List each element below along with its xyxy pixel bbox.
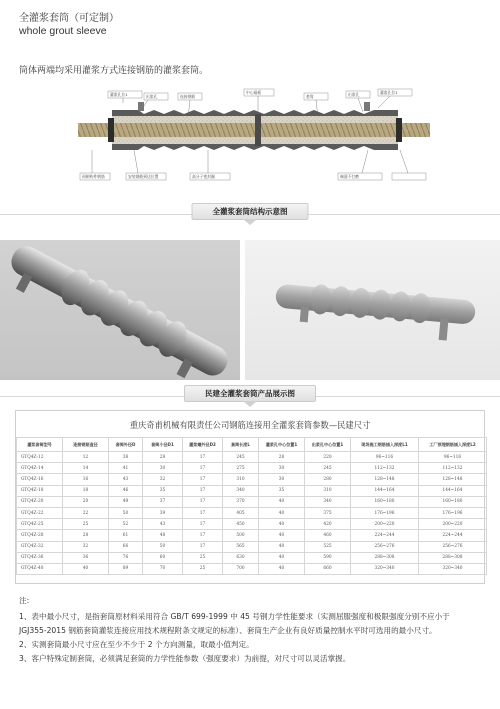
table-cell: 12 <box>63 452 109 463</box>
callout-end-face: 端面不打磨 <box>340 174 359 180</box>
callout-center-divider: 中心隔板 <box>246 90 262 96</box>
table-cell: 280 <box>305 474 351 485</box>
table-row <box>17 530 487 541</box>
table-cell: 28 <box>63 530 109 541</box>
table-cell: 14 <box>63 463 109 474</box>
table-cell: 460 <box>305 530 351 541</box>
note-line: 2、实测套筒最小尺寸应在至少不少于 2 个方向测量，取最小值判定。 <box>19 640 254 649</box>
table-cell: 17 <box>183 519 223 530</box>
parameter-table-title: 重庆奇甫机械有限责任公司钢筋连接用全灌浆套筒参数—民建尺寸 <box>129 420 371 430</box>
table-cell: 43 <box>109 474 143 485</box>
note-line: JGJ355-2015 钢筋套筒灌浆连接应用技术规程附条文规定的标准）、套筒生产企业有良好质量控制水平时可选用的最小尺寸。 <box>19 626 437 635</box>
table-cell: 17 <box>183 496 223 507</box>
table-cell: 40 <box>259 519 305 530</box>
table-cell: 370 <box>223 496 259 507</box>
callout-rebar: 连接钢筋 <box>180 94 196 100</box>
table-cell: GTQ4Z-28 <box>17 530 63 541</box>
table-cell: 288~308 <box>419 552 487 563</box>
table-cell: GTQ4Z-16 <box>17 474 63 485</box>
table-cell: 17 <box>183 541 223 552</box>
callout-seal-ring: 高分子密封圈 <box>192 174 215 180</box>
table-cell: 61 <box>109 530 143 541</box>
table-cell: GTQ4Z-14 <box>17 463 63 474</box>
table-cell: 17 <box>183 485 223 496</box>
table-cell: 40 <box>63 563 109 574</box>
callout-precast-rebar: 预制构件钢筋 <box>82 174 105 180</box>
table-cell: 128~148 <box>351 474 419 485</box>
callout-sleeve: 套筒 <box>306 94 314 100</box>
table-header-cell: 连接钢筋直径 <box>63 438 109 452</box>
table-cell: 375 <box>305 507 351 518</box>
table-cell: 40 <box>259 530 305 541</box>
table-cell: 224~244 <box>351 530 419 541</box>
table-cell: 38 <box>109 452 143 463</box>
table-header-cell: 工厂预埋钢筋插入深度L2 <box>419 438 487 452</box>
table-header-cell: 灌浆孔中心位置1 <box>259 438 305 452</box>
table-cell: 224~244 <box>419 530 487 541</box>
table-cell: 50 <box>109 507 143 518</box>
table-header-cell: 套筒外径D <box>109 438 143 452</box>
table-header-cell: 现场施工钢筋插入深度L1 <box>351 438 419 452</box>
structure-caption <box>0 203 500 227</box>
product-caption <box>0 385 500 409</box>
table-cell: 220 <box>305 452 351 463</box>
table-cell: 32 <box>143 474 183 485</box>
structure-caption-label: 全灌浆套筒结构示意图 <box>192 203 309 220</box>
table-cell: GTQ4Z-32 <box>17 541 63 552</box>
table-cell: 30 <box>143 463 183 474</box>
table-header-cell: 出浆孔中心位置1 <box>305 438 351 452</box>
table-cell: 40 <box>259 507 305 518</box>
table-cell: 17 <box>183 463 223 474</box>
table-cell: 96~116 <box>419 452 487 463</box>
table-cell: 96~116 <box>351 452 419 463</box>
table-cell: 320~340 <box>419 563 487 574</box>
product-caption-label: 民建全灌浆套筒产品展示图 <box>184 385 316 402</box>
table-header-row <box>17 438 487 452</box>
table-cell: 18 <box>63 485 109 496</box>
product-subtitle-en: whole grout sleeve <box>19 25 107 37</box>
table-cell: 35 <box>259 485 305 496</box>
table-cell: 340 <box>223 485 259 496</box>
table-cell: 565 <box>223 541 259 552</box>
parameter-table <box>16 437 487 575</box>
table-cell: 112~132 <box>419 463 487 474</box>
table-cell: 525 <box>305 541 351 552</box>
table-cell: 128~148 <box>419 474 487 485</box>
grout-sleeve-photo-left <box>0 240 240 380</box>
product-intro: 筒体两端均采用灌浆方式连接钢筋的灌浆套筒。 <box>19 66 209 76</box>
product-title: 全灌浆套筒（可定制） <box>19 13 119 24</box>
table-row <box>17 519 487 530</box>
table-cell: 500 <box>223 530 259 541</box>
table-cell: 40 <box>259 563 305 574</box>
table-cell: 275 <box>223 463 259 474</box>
table-cell: GTQ4Z-18 <box>17 485 63 496</box>
table-cell: 288~308 <box>351 552 419 563</box>
parameter-table-container <box>15 410 485 584</box>
table-cell: 200~220 <box>419 519 487 530</box>
table-row <box>17 496 487 507</box>
note-line: 1、表中最小尺寸，是指套筒原材料采用符合 GB/T 699-1999 中 45 号钢力学性能要求（实测屈服强度和极限强度分别不应小于 <box>19 612 450 621</box>
callout-install-position: 安装钢筋到达位置 <box>128 174 159 180</box>
table-cell: 17 <box>183 474 223 485</box>
table-cell: 144~164 <box>351 485 419 496</box>
table-cell: 89 <box>109 563 143 574</box>
table-cell: 16 <box>63 474 109 485</box>
table-cell: 245 <box>223 452 259 463</box>
table-cell: 49 <box>109 496 143 507</box>
table-cell: 310 <box>223 474 259 485</box>
callout-outlet-left: 出浆孔 <box>146 94 158 100</box>
table-row <box>17 485 487 496</box>
table-row <box>17 541 487 552</box>
table-cell: 25 <box>63 519 109 530</box>
callout-outlet-right: 出浆孔 <box>348 92 360 98</box>
table-cell: 176~196 <box>351 507 419 518</box>
table-cell: 160~180 <box>419 496 487 507</box>
table-cell: 17 <box>183 530 223 541</box>
table-cell: 36 <box>63 552 109 563</box>
table-cell: 66 <box>109 541 143 552</box>
table-row <box>17 463 487 474</box>
table-header-cell: 套筒小径D1 <box>143 438 183 452</box>
table-cell: 405 <box>223 507 259 518</box>
table-cell: 52 <box>109 519 143 530</box>
table-cell: 46 <box>109 485 143 496</box>
table-cell: 30 <box>259 463 305 474</box>
table-cell: 17 <box>183 452 223 463</box>
table-cell: 20 <box>63 496 109 507</box>
table-cell: 700 <box>223 563 259 574</box>
table-row <box>17 507 487 518</box>
table-cell: 28 <box>259 452 305 463</box>
table-cell: 76 <box>109 552 143 563</box>
table-cell: 40 <box>259 541 305 552</box>
table-row <box>17 452 487 463</box>
table-cell: 39 <box>143 507 183 518</box>
table-cell: 450 <box>223 519 259 530</box>
table-cell: 22 <box>63 507 109 518</box>
note-line: 3、客户特殊定制套筒，必须满足套筒的力学性能参数（强度要求）为前提，对尺寸可以灵活掌握。 <box>19 654 351 663</box>
table-cell: GTQ4Z-36 <box>17 552 63 563</box>
table-cell: 70 <box>143 563 183 574</box>
table-cell: 50 <box>143 541 183 552</box>
table-cell: 112~132 <box>351 463 419 474</box>
table-cell: 17 <box>183 507 223 518</box>
table-row <box>17 552 487 563</box>
table-header-cell: 套筒长度L <box>223 438 259 452</box>
table-cell: 41 <box>109 463 143 474</box>
table-header-cell: 灌浆套筒型号 <box>17 438 63 452</box>
table-cell: 420 <box>305 519 351 530</box>
callout-grout-port-left: 灌浆孔位1 <box>110 92 128 98</box>
table-cell: 40 <box>259 496 305 507</box>
callout-grout-port-right: 灌浆孔位1 <box>380 90 398 96</box>
table-cell: GTQ4Z-40 <box>17 563 63 574</box>
table-cell: GTQ4Z-22 <box>17 507 63 518</box>
table-cell: 310 <box>305 485 351 496</box>
table-cell: 256~276 <box>419 541 487 552</box>
table-row <box>17 563 487 574</box>
table-cell: 37 <box>143 496 183 507</box>
table-cell: 60 <box>143 552 183 563</box>
table-cell: 144~164 <box>419 485 487 496</box>
table-cell: 160~180 <box>351 496 419 507</box>
table-cell: 25 <box>183 563 223 574</box>
table-cell: 590 <box>305 552 351 563</box>
table-cell: 30 <box>259 474 305 485</box>
table-cell: 340 <box>305 496 351 507</box>
notes-heading: 注: <box>19 596 30 605</box>
table-cell: 35 <box>143 485 183 496</box>
table-cell: 200~220 <box>351 519 419 530</box>
table-cell: 256~276 <box>351 541 419 552</box>
table-cell: GTQ4Z-25 <box>17 519 63 530</box>
table-header-cell: 灌浆螺外径D2 <box>183 438 223 452</box>
table-cell: 43 <box>143 519 183 530</box>
table-cell: 176~196 <box>419 507 487 518</box>
table-cell: 245 <box>305 463 351 474</box>
table-row <box>17 474 487 485</box>
table-cell: 32 <box>63 541 109 552</box>
grout-sleeve-photo-right <box>245 240 500 380</box>
table-cell: 630 <box>223 552 259 563</box>
table-cell: 25 <box>183 552 223 563</box>
notes-section <box>19 594 489 666</box>
table-cell: 48 <box>143 530 183 541</box>
table-cell: GTQ4Z-12 <box>17 452 63 463</box>
sleeve-structure-diagram <box>78 88 430 196</box>
table-cell: GTQ4Z-20 <box>17 496 63 507</box>
table-cell: 28 <box>143 452 183 463</box>
table-cell: 320~340 <box>351 563 419 574</box>
table-cell: 40 <box>259 552 305 563</box>
table-cell: 660 <box>305 563 351 574</box>
